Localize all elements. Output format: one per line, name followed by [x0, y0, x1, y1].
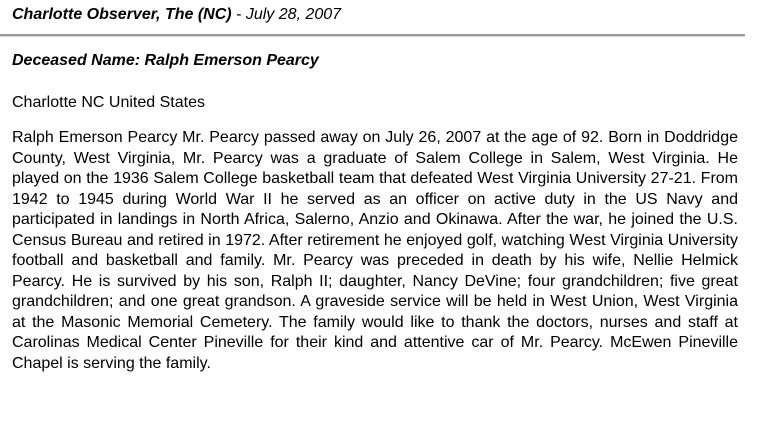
obituary-text: Ralph Emerson Pearcy Mr. Pearcy passed away on July 26, 2007 at the age of 92. Born in Doddridge County, West Virginia, Mr. Pearcy was a graduate of Salem College in Salem, West Virginia. He played on the 1936 Salem College basketball team that defeated West Virginia University 27-21. From 1942 to 1945 during World War II he served as an officer on active duty in the US Navy and participated in landings in North Africa, Salerno, Anzio and Okinawa. After the war, he joined the U.S. Census Bureau and retired in 1972. After retirement he enjoyed golf, watching West Virginia University football and basketball and family. Mr. Pearcy was preceded in death by his wife, Nellie Helmick Pearcy. He is survived by his son, Ralph II; daughter, Nancy DeVine; four grandchildren; five great grandchildren; and one great grandson. A graveside service will be held in West Union, West Virginia at the Masonic Memorial Cemetery. The family would like to thank the doctors, nurses and staff at Carolinas Medical Center Pineville for their kind and attentive car of Mr. Pearcy. McEwen Pineville Chapel is serving the family. [12, 129, 738, 372]
header-divider [0, 34, 745, 37]
location-text: Charlotte NC United States [12, 94, 205, 111]
publication-header [12, 4, 341, 26]
publication-date: July 28, 2007 [245, 6, 342, 23]
deceased-name-heading: Deceased Name: Ralph Emerson Pearcy [12, 52, 319, 69]
header-separator: - [231, 6, 246, 23]
publication-name: Charlotte Observer, The (NC) [12, 6, 232, 23]
